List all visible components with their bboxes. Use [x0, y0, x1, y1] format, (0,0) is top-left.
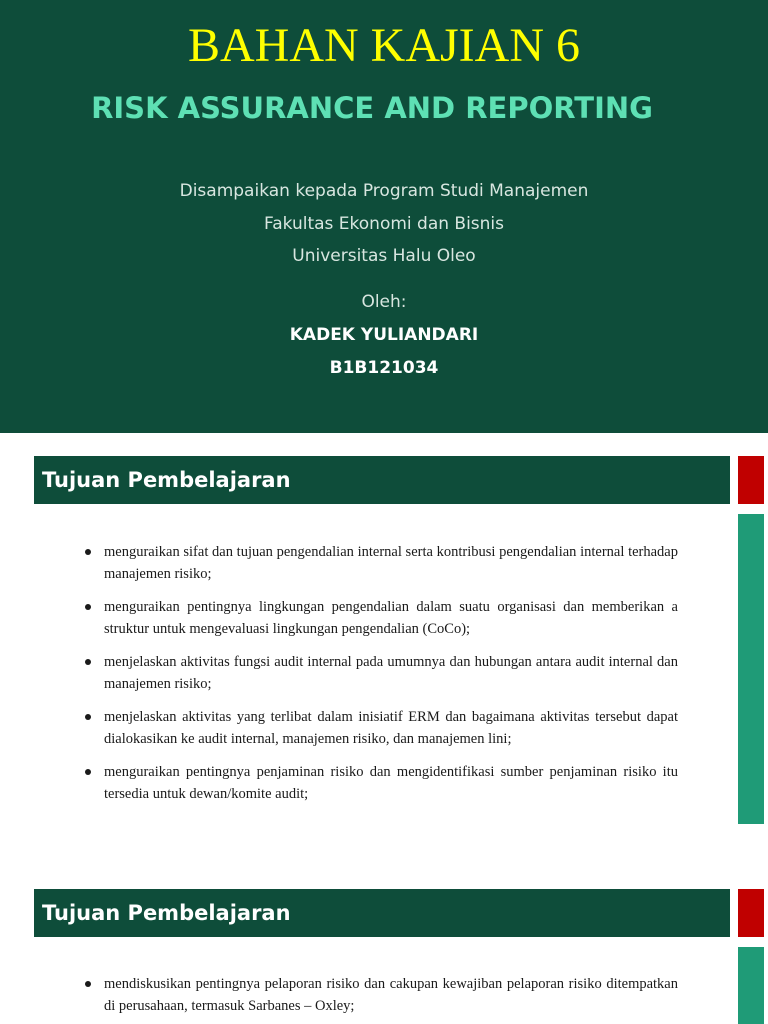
presented-line-program: Disampaikan kepada Program Studi Manajemen [179, 181, 589, 201]
list-item: menguraikan sifat dan tujuan pengendalian internal serta kontribusi pengendalian internal terhadap manajemen risiko; [104, 541, 678, 585]
objectives-list-1 [82, 541, 678, 816]
accent-bar-red-1 [738, 456, 764, 504]
presented-line-faculty: Fakultas Ekonomi dan Bisnis [263, 213, 505, 234]
author-id: B1B121034 [329, 357, 439, 378]
list-item: menjelaskan aktivitas yang terlibat dalam inisiatif ERM dan bagaimana aktivitas tersebut dapat dialokasikan ke audit internal, manajemen risiko, dan manajemen lini; [104, 706, 678, 750]
accent-bar-green-1 [738, 514, 764, 824]
accent-bar-green-2 [738, 947, 764, 1024]
list-item: menguraikan pentingnya penjaminan risiko dan mengidentifikasi sumber penjaminan risiko itu tersedia untuk dewan/komite audit; [104, 761, 678, 805]
accent-bar-red-2 [738, 889, 764, 937]
slide-title: BAHAN KAJIAN 6 [188, 19, 580, 72]
title-slide [0, 0, 768, 433]
author-name: KADEK YULIANDARI [289, 325, 479, 345]
section-heading-2 [34, 889, 730, 937]
presented-to [0, 175, 768, 273]
presented-line-university: Universitas Halu Oleo [292, 246, 476, 266]
list-item: menguraikan pentingnya lingkungan pengendalian dalam suatu organisasi dan memberikan a struktur untuk mengevaluasi lingkungan pengendalian (CoCo); [104, 596, 678, 640]
list-item: mendiskusikan pentingnya pelaporan risiko dan cakupan kewajiban pelaporan risiko ditempatkan di perusahaan, termasuk Sarbanes – Oxley; [104, 973, 678, 1017]
slide-subtitle: RISK ASSURANCE AND REPORTING [91, 91, 653, 125]
author-block [0, 319, 768, 384]
section-heading-1 [34, 456, 730, 504]
section-heading-2-label: Tujuan Pembelajaran [42, 901, 291, 925]
objectives-list-2 [82, 973, 678, 1024]
section-heading-1-label: Tujuan Pembelajaran [42, 468, 291, 492]
list-item: menjelaskan aktivitas fungsi audit internal pada umumnya dan hubungan antara audit internal dan manajemen risiko; [104, 651, 678, 695]
by-label: Oleh: [361, 292, 407, 312]
